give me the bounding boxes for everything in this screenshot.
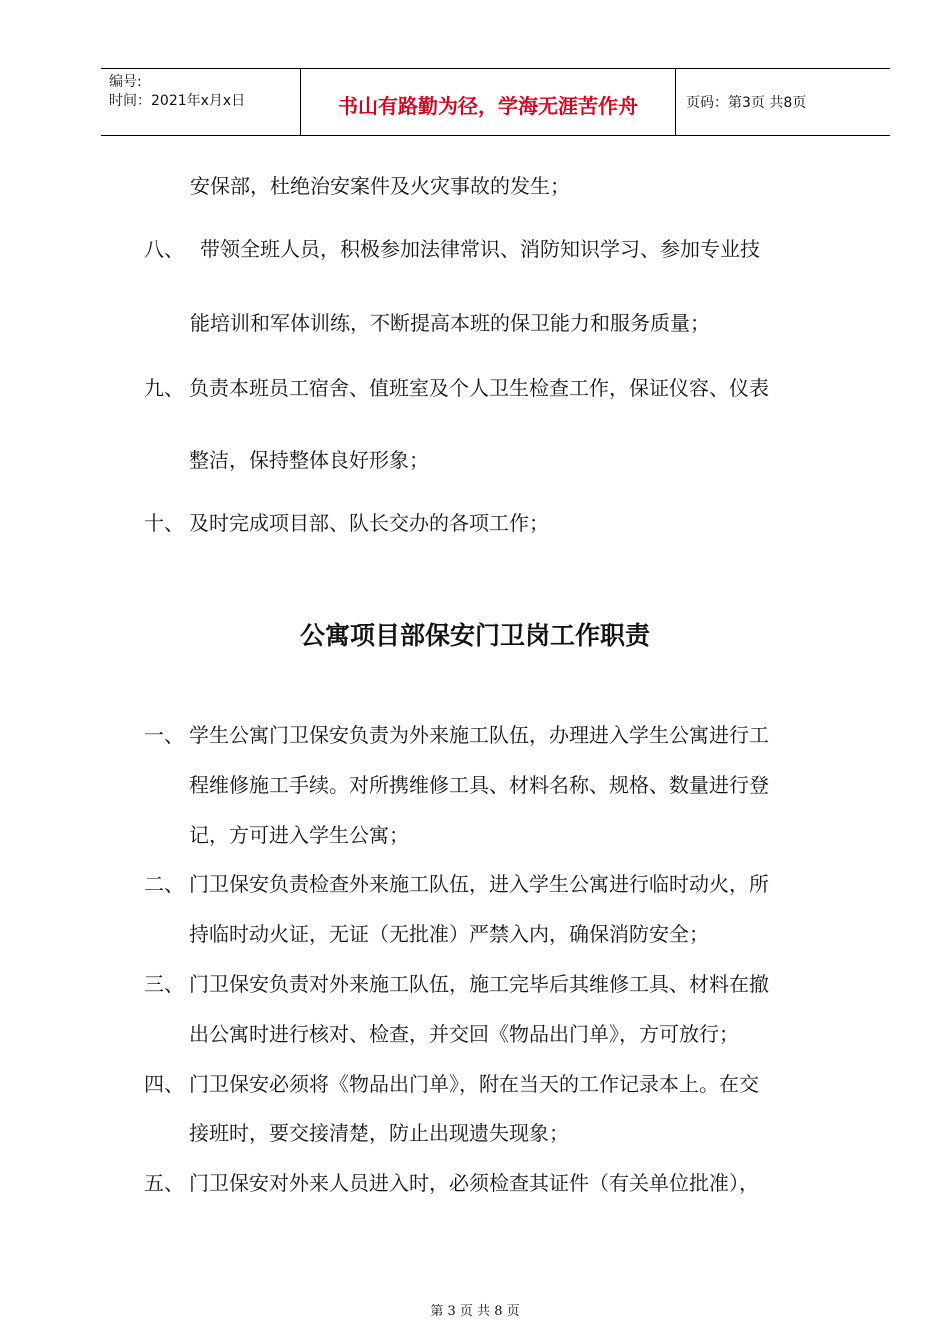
paragraph-line: 程维修施工手续。对所携维修工具、材料名称、规格、数量进行登 bbox=[189, 773, 769, 797]
page-info-text: 页码：第3页 共8页 bbox=[686, 95, 807, 111]
paragraph-line: 门卫保安必须将《物品出门单》，附在当天的工作记录本上。在交 bbox=[189, 1072, 759, 1096]
paragraph-line: 带领全班人员，积极参加法律常识、消防知识学习、参加专业技 bbox=[200, 237, 760, 261]
paragraph-line: 门卫保安对外来人员进入时，必须检查其证件（有关单位批准）， bbox=[189, 1171, 759, 1195]
item-number: 十、 bbox=[144, 511, 184, 535]
time-label: 时间：2021年x月x日 bbox=[109, 93, 246, 109]
item-number: 九、 bbox=[144, 376, 184, 400]
paragraph-line: 记，方可进入学生公寓； bbox=[189, 823, 409, 847]
paragraph-line: 能培训和军体训练，不断提高本班的保卫能力和服务质量； bbox=[190, 311, 710, 335]
section-title: 公寓项目部保安门卫岗工作职责 bbox=[299, 621, 650, 650]
header-meta bbox=[101, 69, 301, 135]
item-number: 八、 bbox=[144, 237, 184, 261]
header-motto-cell bbox=[301, 69, 676, 135]
paragraph-line: 安保部，杜绝治安案件及火灾事故的发生； bbox=[190, 174, 570, 198]
paragraph-line: 负责本班员工宿舍、值班室及个人卫生检查工作，保证仪容、仪表 bbox=[189, 376, 769, 400]
paragraph-line: 整洁，保持整体良好形象； bbox=[189, 448, 429, 472]
paragraph-line: 及时完成项目部、队长交办的各项工作； bbox=[189, 511, 549, 535]
serial-label: 编号: bbox=[109, 74, 142, 90]
page-header bbox=[101, 68, 890, 136]
item-number: 三、 bbox=[144, 972, 184, 996]
item-number: 二、 bbox=[144, 872, 184, 896]
item-number: 一、 bbox=[144, 723, 184, 747]
page-footer: 第 3 页 共 8 页 bbox=[430, 1304, 520, 1319]
item-number: 四、 bbox=[144, 1072, 184, 1096]
paragraph-line: 持临时动火证，无证（无批准）严禁入内，确保消防安全； bbox=[189, 922, 709, 946]
paragraph-line: 门卫保安负责对外来施工队伍，施工完毕后其维修工具、材料在撤 bbox=[189, 972, 769, 996]
paragraph-line: 接班时，要交接清楚，防止出现遗失现象； bbox=[189, 1121, 569, 1145]
paragraph-line: 门卫保安负责检查外来施工队伍，进入学生公寓进行临时动火，所 bbox=[189, 872, 769, 896]
paragraph-line: 出公寓时进行核对、检查，并交回《物品出门单》，方可放行； bbox=[189, 1022, 739, 1046]
header-page-info bbox=[676, 69, 890, 135]
header-motto: 书山有路勤为径，学海无涯苦作舟 bbox=[338, 93, 638, 118]
item-number: 五、 bbox=[144, 1171, 184, 1195]
paragraph-line: 学生公寓门卫保安负责为外来施工队伍，办理进入学生公寓进行工 bbox=[189, 723, 769, 747]
